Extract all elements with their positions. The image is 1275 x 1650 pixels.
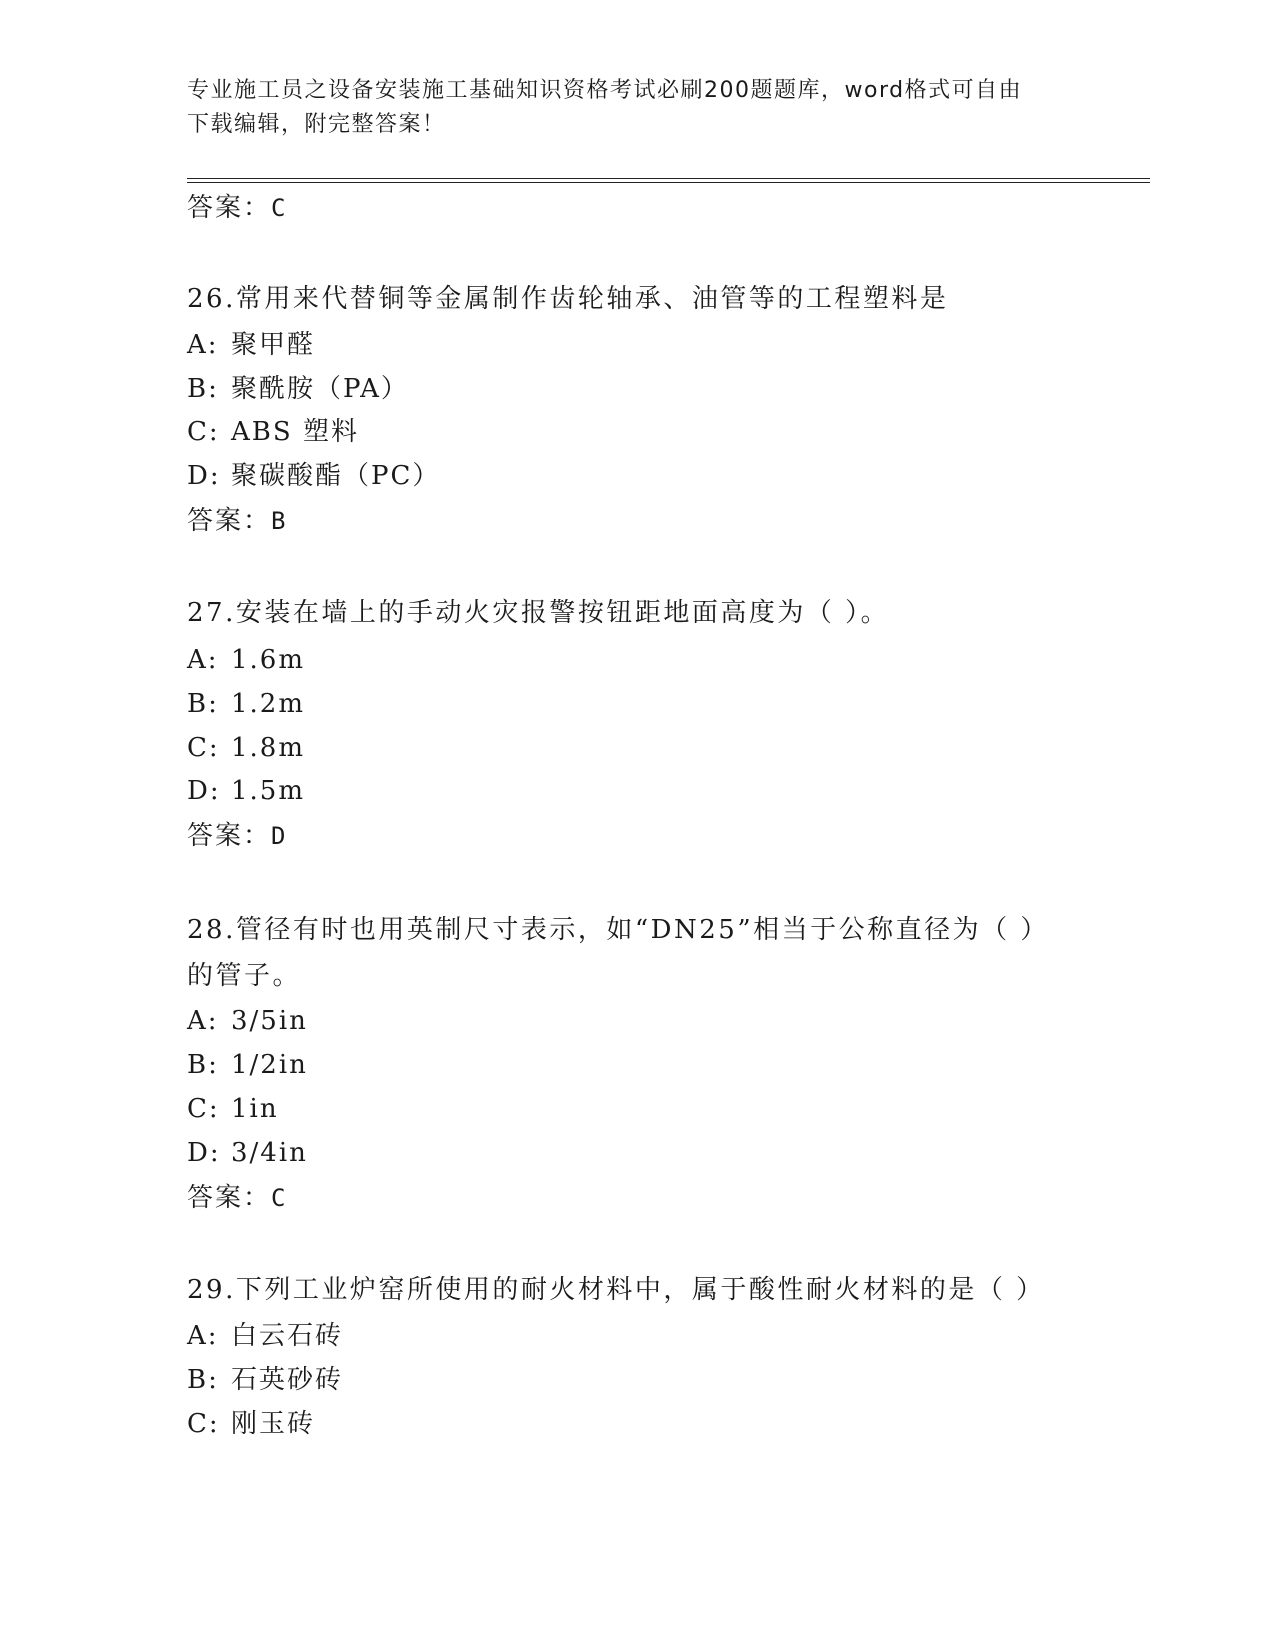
answer-value: B [271, 507, 288, 535]
question-29-option-b [187, 1362, 343, 1398]
option-text: 1.6m [231, 645, 306, 675]
option-letter: C: [187, 417, 220, 447]
question-26-answer [187, 503, 287, 539]
option-letter: A: [187, 1006, 219, 1036]
question-29-option-c [187, 1406, 315, 1442]
answer-label: 答案： [187, 193, 272, 223]
question-26-stem: 26.常用来代替铜等金属制作齿轮轴承、油管等的工程塑料是 [187, 284, 949, 314]
option-letter: D: [187, 1138, 221, 1168]
option-letter: A: [187, 330, 219, 360]
question-27-option-c [187, 730, 305, 766]
question-27-option-d [187, 773, 305, 809]
option-text: 3/4in [231, 1138, 308, 1168]
document-header [187, 74, 1067, 142]
question-26-option-a [187, 327, 315, 363]
option-text: ABS 塑料 [231, 417, 359, 447]
option-letter: A: [187, 1321, 219, 1351]
option-letter: A: [187, 645, 219, 675]
answer-value: C [271, 194, 288, 222]
question-28-stem-line2: 的管子。 [187, 961, 302, 991]
option-text: 聚碳酸酯（PC） [231, 461, 441, 491]
option-text: 1.5m [231, 776, 306, 806]
question-28-option-d [187, 1135, 308, 1171]
option-text: 聚甲醛 [231, 330, 316, 360]
option-text: 1/2in [231, 1050, 308, 1080]
option-text: 1.2m [231, 689, 306, 719]
option-letter: B: [187, 689, 219, 719]
question-28-stem-line1: 28.管径有时也用英制尺寸表示，如“DN25”相当于公称直径为（ ） [187, 915, 1049, 945]
header-title-line2: 下载编辑，附完整答案！ [187, 112, 446, 137]
answer-label: 答案： [187, 506, 272, 536]
question-26-option-d [187, 458, 440, 494]
header-divider-top [187, 178, 1150, 179]
answer-label: 答案： [187, 821, 272, 851]
option-text: 1in [231, 1094, 279, 1124]
option-text: 白云石砖 [231, 1321, 344, 1351]
question-27-option-b [187, 686, 305, 722]
question-28-option-a [187, 1003, 308, 1039]
option-letter: D: [187, 461, 221, 491]
header-divider-bottom [187, 182, 1150, 183]
option-text: 1.8m [231, 733, 306, 763]
option-letter: B: [187, 374, 219, 404]
question-26-option-b [187, 371, 409, 407]
option-letter: D: [187, 776, 221, 806]
question-27-option-a [187, 642, 305, 678]
option-text: 石英砂砖 [231, 1365, 344, 1395]
answer-line-prev [187, 190, 287, 226]
question-28-option-c [187, 1091, 279, 1127]
option-letter: B: [187, 1050, 219, 1080]
answer-value: D [271, 822, 288, 850]
answer-value: C [271, 1184, 288, 1212]
option-letter: B: [187, 1365, 219, 1395]
answer-label: 答案： [187, 1183, 272, 1213]
option-letter: C: [187, 733, 220, 763]
question-28-stem [187, 907, 1067, 999]
option-text: 刚玉砖 [231, 1409, 316, 1439]
option-letter: C: [187, 1094, 220, 1124]
question-27-answer [187, 818, 287, 854]
question-28-answer [187, 1180, 287, 1216]
option-text: 聚酰胺（PA） [231, 374, 409, 404]
option-text: 3/5in [231, 1006, 308, 1036]
question-29-option-a [187, 1318, 343, 1354]
question-27-stem: 27.安装在墙上的手动火灾报警按钮距地面高度为（ ）。 [187, 598, 890, 628]
option-letter: C: [187, 1409, 220, 1439]
header-title-line1: 专业施工员之设备安装施工基础知识资格考试必刷200题题库，word格式可自由 [187, 78, 1023, 103]
question-26-option-c [187, 414, 359, 450]
question-29-stem: 29.下列工业炉窑所使用的耐火材料中，属于酸性耐火材料的是（ ） [187, 1275, 1045, 1305]
question-28-option-b [187, 1047, 308, 1083]
